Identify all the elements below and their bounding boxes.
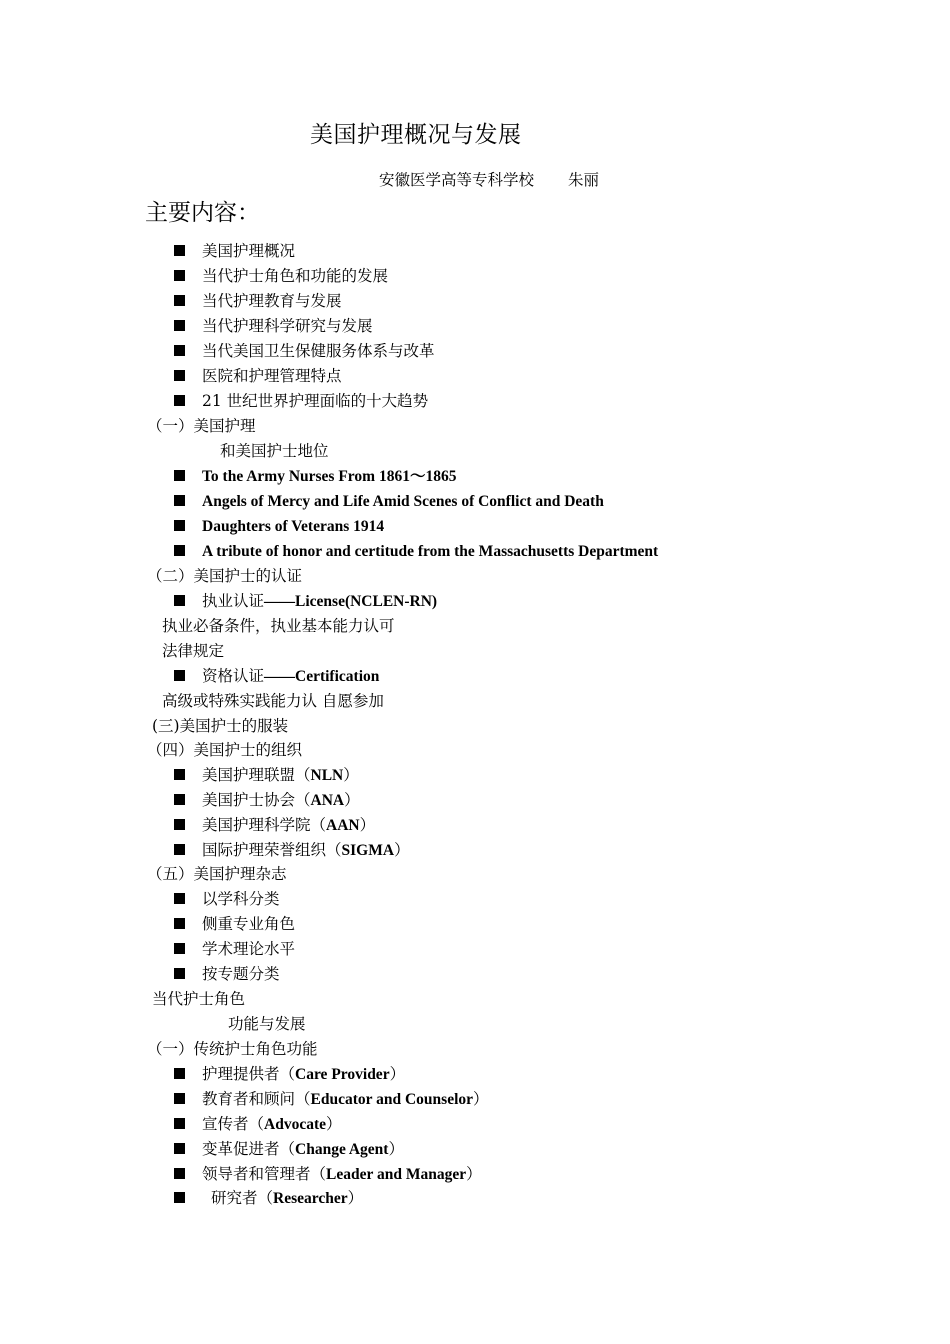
square-bullet-icon [174,470,185,481]
list-item: 国际护理荣誉组织（SIGMA） [174,838,410,863]
section-subheading: 功能与发展 [228,1015,306,1033]
square-bullet-icon [174,595,185,606]
list-item: Daughters of Veterans 1914 [174,514,384,539]
section-heading: （五）美国护理杂志 [147,865,287,883]
square-bullet-icon [174,844,185,855]
list-item: 美国护士协会（ANA） [174,788,360,813]
contents-heading: 主要内容： [145,200,260,226]
square-bullet-icon [174,495,185,506]
contents-item: 医院和护理管理特点 [174,364,342,389]
note-text: 法律规定 [162,642,225,660]
list-item: 领导者和管理者（Leader and Manager） [174,1162,482,1187]
square-bullet-icon [174,943,185,954]
list-item: 按专题分类 [174,962,280,987]
author-line [379,168,599,190]
square-bullet-icon [174,794,185,805]
square-bullet-icon [174,968,185,979]
section-heading: （二）美国护士的认证 [147,567,303,585]
section-heading: （一）美国护理 [147,417,256,435]
contents-item: 当代护士角色和功能的发展 [174,264,388,289]
contents-item: 美国护理概况 [174,239,295,264]
list-item: 研究者（Researcher） [174,1186,363,1211]
list-item: 护理提供者（Care Provider） [174,1062,405,1087]
square-bullet-icon [174,320,185,331]
document-title: 美国护理概况与发展 [310,122,522,148]
square-bullet-icon [174,345,185,356]
square-bullet-icon [174,1192,185,1203]
square-bullet-icon [174,520,185,531]
contents-item: 当代美国卫生保健服务体系与改革 [174,339,435,364]
note-text: 高级或特殊实践能力认 自愿参加 [162,692,384,710]
section-subheading: 和美国护士地位 [220,442,329,460]
square-bullet-icon [174,1143,185,1154]
section-heading: 当代护士角色 [152,990,246,1008]
list-item: 宣传者（Advocate） [174,1112,342,1137]
author-school: 安徽医学高等专科学校 [379,171,535,189]
list-item: 学术理论水平 [174,937,295,962]
list-item: 资格认证——Certification [174,664,379,689]
list-item: To the Army Nurses From 1861～1865 [174,464,456,489]
square-bullet-icon [174,295,185,306]
section-heading: （四）美国护士的组织 [147,741,303,759]
square-bullet-icon [174,769,185,780]
list-item: 变革促进者（Change Agent） [174,1137,404,1162]
square-bullet-icon [174,270,185,281]
square-bullet-icon [174,370,185,381]
square-bullet-icon [174,893,185,904]
square-bullet-icon [174,1093,185,1104]
list-item: 执业认证——License(NCLEN-RN) [174,589,437,614]
list-item: Angels of Mercy and Life Amid Scenes of Conflict and Death [174,489,604,514]
note-text: 执业必备条件，执业基本能力认可 [162,617,395,635]
square-bullet-icon [174,545,185,556]
list-item: 教育者和顾问（Educator and Counselor） [174,1087,489,1112]
list-item: 美国护理科学院（AAN） [174,813,375,838]
contents-item: 21 世纪世界护理面临的十大趋势 [174,389,428,414]
contents-item: 当代护理教育与发展 [174,289,342,314]
list-item: A tribute of honor and certitude from the Massachusetts Department [174,539,658,564]
list-item: 侧重专业角色 [174,912,295,937]
square-bullet-icon [174,1118,185,1129]
square-bullet-icon [174,1068,185,1079]
square-bullet-icon [174,670,185,681]
square-bullet-icon [174,395,185,406]
section-heading: （一）传统护士角色功能 [147,1040,318,1058]
list-item: 美国护理联盟（NLN） [174,763,359,788]
square-bullet-icon [174,918,185,929]
section-heading: (三)美国护士的服装 [152,717,289,735]
list-item: 以学科分类 [174,887,280,912]
contents-item: 当代护理科学研究与发展 [174,314,373,339]
author-name: 朱丽 [568,171,600,189]
square-bullet-icon [174,819,185,830]
square-bullet-icon [174,245,185,256]
square-bullet-icon [174,1168,185,1179]
